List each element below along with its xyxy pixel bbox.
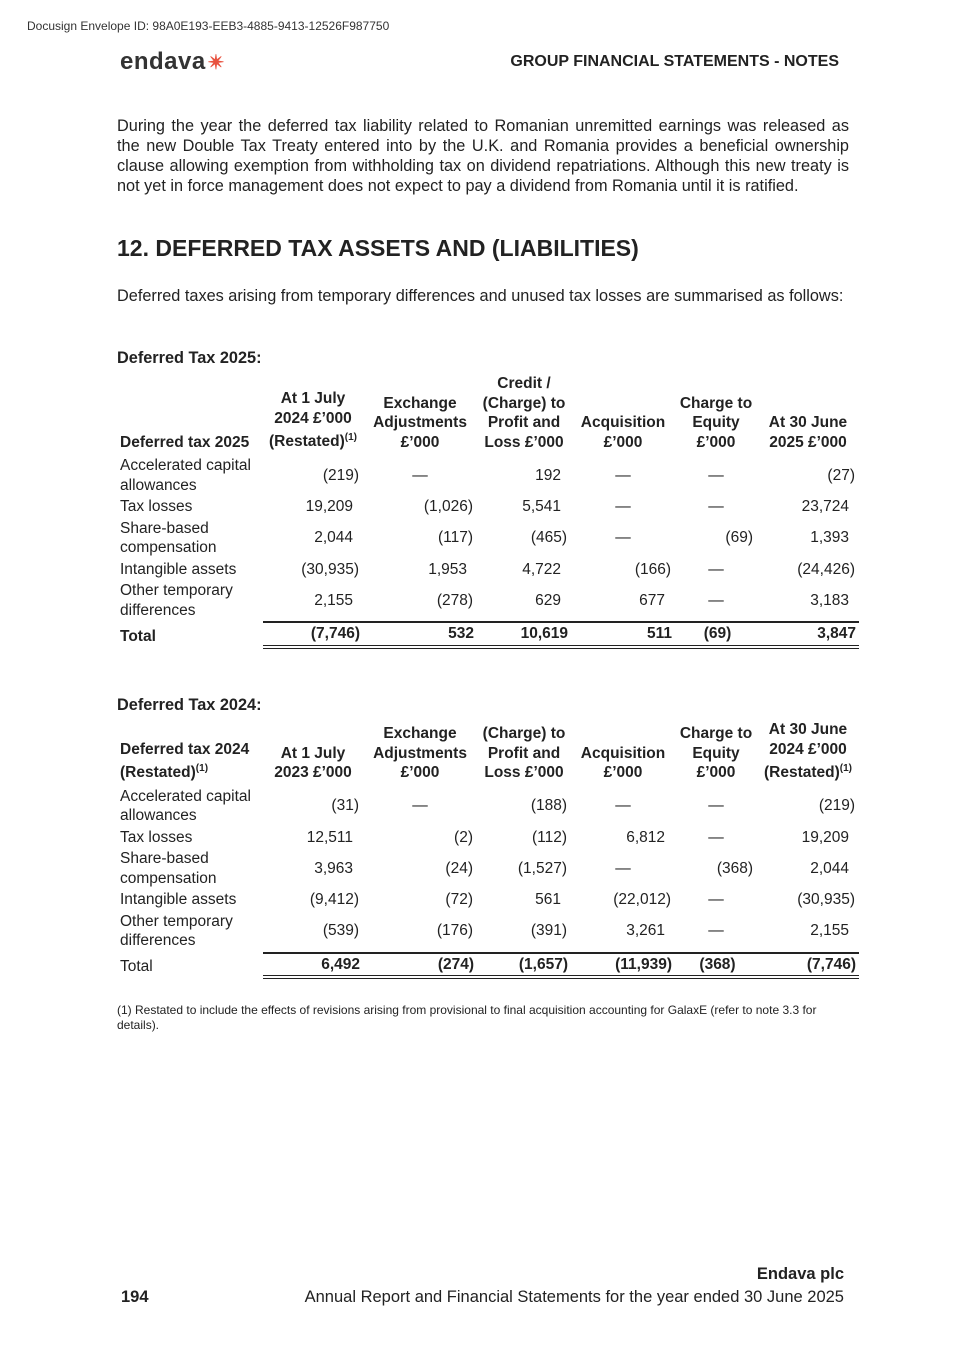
cell-value: (24,426) bbox=[797, 560, 855, 578]
cell-value bbox=[757, 621, 859, 649]
cell-value bbox=[571, 621, 675, 649]
total-value: (7,746) bbox=[310, 625, 360, 642]
cell-value: 19,209 bbox=[305, 498, 353, 515]
cell-value: (278) bbox=[436, 591, 473, 609]
row-label: Other temporary differences bbox=[120, 912, 233, 950]
row-label: Share-based compensation bbox=[120, 519, 217, 556]
column-header: Exchange Adjustments £’000 bbox=[373, 394, 467, 451]
cell-value: (2) bbox=[454, 828, 473, 846]
column-header: Charge to Equity £’000 bbox=[679, 725, 753, 782]
row-label: Intangible assets bbox=[120, 891, 237, 909]
cell-value: 3,261 bbox=[626, 922, 665, 940]
cell-value: 4,722 bbox=[522, 560, 561, 578]
cell-value: (72) bbox=[445, 891, 473, 909]
cell-value bbox=[675, 621, 757, 649]
cell-value: (30,935) bbox=[301, 560, 359, 578]
cell-value: — bbox=[615, 859, 631, 877]
table-row bbox=[117, 786, 859, 827]
summary-paragraph: Deferred taxes arising from temporary differences and unused tax losses are summarised as follows: bbox=[117, 287, 844, 305]
total-value: 532 bbox=[448, 625, 474, 642]
note-heading: 12. DEFERRED TAX ASSETS AND (LIABILITIES) bbox=[117, 235, 639, 261]
row-label: Tax losses bbox=[120, 498, 193, 515]
cell-value: 561 bbox=[535, 891, 561, 909]
cell-value: — bbox=[615, 498, 631, 515]
cell-value: — bbox=[708, 797, 724, 815]
row-label: Share-based compensation bbox=[120, 850, 217, 887]
cell-value: 3,963 bbox=[314, 859, 353, 877]
column-header: At 30 June 2025 £’000 bbox=[768, 414, 848, 451]
total-row bbox=[117, 621, 859, 649]
cell-value bbox=[263, 952, 363, 980]
column-header: Acquisition £’000 bbox=[580, 744, 666, 782]
total-value: 511 bbox=[646, 625, 672, 642]
row-label: Intangible assets bbox=[120, 560, 237, 578]
column-header: Deferred tax 2024 (Restated)$^{(1)}$ bbox=[120, 740, 250, 782]
total-value: (368) bbox=[699, 955, 736, 973]
cell-value: — bbox=[708, 498, 724, 515]
cell-value: 1,953 bbox=[428, 560, 467, 578]
cell-value: — bbox=[615, 466, 631, 484]
total-value: 6,492 bbox=[321, 955, 360, 973]
cell-value: (176) bbox=[436, 922, 473, 940]
header-row bbox=[117, 720, 859, 786]
intro-paragraph: During the year the deferred tax liability related to Romanian unremitted earnings was released as the new Double Tax Treaty entered into by the U.K. and Romania provides a beneficial ownership clause allowing exemption from withholding tax on dividend repatriations. Although this new treaty is not yet in force management does not expect to pay a dividend from Romania until it is ratified. bbox=[117, 117, 849, 195]
table-2025-title: Deferred Tax 2025: bbox=[117, 349, 262, 367]
cell-value: (368) bbox=[716, 859, 753, 877]
cell-value bbox=[477, 952, 571, 980]
table-2024-title: Deferred Tax 2024: bbox=[117, 696, 262, 714]
logo-text: endava bbox=[120, 48, 206, 75]
column-header: Acquisition £’000 bbox=[580, 414, 666, 451]
cell-value bbox=[757, 952, 859, 980]
cell-value bbox=[477, 621, 571, 649]
cell-value: — bbox=[615, 529, 631, 547]
cell-value: — bbox=[708, 891, 724, 909]
cell-value: — bbox=[708, 591, 724, 609]
column-header: At 30 June 2024 £’000 (Restated)$^{(1)}$ bbox=[763, 721, 853, 782]
column-header: Exchange Adjustments £’000 bbox=[373, 725, 467, 782]
cell-value: (9,412) bbox=[309, 891, 359, 909]
cell-value: (1,527) bbox=[517, 859, 567, 877]
cell-value: 2,155 bbox=[314, 591, 353, 609]
table-row bbox=[117, 911, 859, 952]
cell-value: (539) bbox=[322, 922, 359, 940]
total-value: 3,847 bbox=[817, 625, 856, 642]
table-row bbox=[117, 848, 859, 889]
cell-value: — bbox=[412, 466, 428, 484]
cell-value: (31) bbox=[331, 797, 359, 815]
page-number: 194 bbox=[121, 1288, 149, 1306]
cell-value: 3,183 bbox=[810, 591, 849, 609]
envelope-id: Docusign Envelope ID: 98A0E193-EEB3-4885-9413-12526F987750 bbox=[27, 19, 390, 33]
cell-value: — bbox=[615, 797, 631, 815]
cell-value: (24) bbox=[445, 859, 473, 877]
cell-value: — bbox=[708, 466, 724, 484]
footnote: (1) Restated to include the effects of revisions arising from provisional to final acquisition accounting for GalaxE (refer to note 3.3 for details). bbox=[117, 1003, 817, 1032]
deferred-tax-2024-table bbox=[117, 720, 859, 979]
deferred-tax-2025-table bbox=[117, 374, 859, 649]
table-row bbox=[117, 559, 859, 581]
table-row bbox=[117, 827, 859, 849]
table-row bbox=[117, 580, 859, 621]
cell-value: (30,935) bbox=[797, 891, 855, 909]
column-header: Credit / (Charge) to Profit and Loss £’000 bbox=[482, 375, 566, 451]
endava-logo bbox=[120, 48, 225, 76]
table-row bbox=[117, 455, 859, 496]
column-header: Charge to Equity £’000 bbox=[679, 394, 753, 451]
cell-value: 192 bbox=[535, 466, 561, 484]
column-header: Deferred tax 2025 bbox=[120, 433, 250, 451]
total-value: (1,657) bbox=[518, 955, 568, 973]
cell-value: 6,812 bbox=[626, 828, 665, 846]
cell-value bbox=[263, 621, 363, 649]
cell-value: (69) bbox=[725, 529, 753, 547]
report-name: Annual Report and Financial Statements for the year ended 30 June 2025 bbox=[304, 1288, 844, 1306]
company-name: Endava plc bbox=[756, 1265, 844, 1283]
cell-value bbox=[675, 952, 757, 980]
row-label: Tax losses bbox=[120, 828, 193, 846]
cell-value: 677 bbox=[639, 591, 665, 609]
cell-value: — bbox=[708, 922, 724, 940]
cell-value: (22,012) bbox=[613, 891, 671, 909]
total-value: 10,619 bbox=[520, 625, 568, 642]
section-header: GROUP FINANCIAL STATEMENTS - NOTES bbox=[510, 53, 839, 70]
column-header: (Charge) to Profit and Loss £’000 bbox=[482, 725, 566, 782]
cell-value: 5,541 bbox=[522, 498, 561, 515]
table-row bbox=[117, 889, 859, 911]
total-row bbox=[117, 952, 859, 980]
cell-value: (1,026) bbox=[423, 498, 473, 515]
cell-value: 19,209 bbox=[801, 828, 849, 846]
table-row bbox=[117, 496, 859, 518]
cell-value: — bbox=[412, 797, 428, 815]
cell-value: 2,155 bbox=[810, 922, 849, 940]
total-value: (7,746) bbox=[806, 955, 856, 973]
row-label: Other temporary differences bbox=[120, 582, 233, 619]
cell-value: 629 bbox=[535, 591, 561, 609]
cell-value: (112) bbox=[531, 828, 567, 846]
total-value: (69) bbox=[703, 625, 732, 642]
cell-value bbox=[363, 952, 477, 980]
table-row bbox=[117, 518, 859, 559]
cell-value: (391) bbox=[530, 922, 567, 940]
total-value: (11,939) bbox=[615, 955, 672, 973]
cell-value bbox=[571, 952, 675, 980]
cell-value: (219) bbox=[818, 797, 855, 815]
cell-value bbox=[363, 621, 477, 649]
row-label: Accelerated capital allowances bbox=[120, 787, 251, 825]
cell-value: 12,511 bbox=[306, 828, 353, 846]
logo-dots-icon: ✴ bbox=[207, 52, 225, 74]
cell-value: — bbox=[708, 828, 724, 846]
total-value: (274) bbox=[437, 955, 474, 973]
total-label: Total bbox=[120, 958, 153, 976]
cell-value: (117) bbox=[437, 529, 473, 547]
header-row bbox=[117, 374, 859, 455]
column-header: At 1 July 2023 £’000 bbox=[274, 744, 352, 782]
cell-value: (219) bbox=[322, 466, 359, 484]
cell-value: 2,044 bbox=[314, 529, 353, 547]
row-label: Accelerated capital allowances bbox=[120, 457, 251, 494]
cell-value: (465) bbox=[530, 529, 567, 547]
cell-value: 1,393 bbox=[810, 529, 849, 547]
cell-value: (166) bbox=[634, 560, 671, 578]
cell-value: (27) bbox=[827, 466, 855, 484]
column-header: At 1 July 2024 £’000 (Restated)$^{(1)}$ bbox=[268, 390, 358, 451]
total-label: Total bbox=[120, 627, 156, 645]
cell-value: (188) bbox=[530, 797, 567, 815]
cell-value: — bbox=[708, 560, 724, 578]
cell-value: 23,724 bbox=[801, 498, 849, 515]
cell-value: 2,044 bbox=[810, 859, 849, 877]
